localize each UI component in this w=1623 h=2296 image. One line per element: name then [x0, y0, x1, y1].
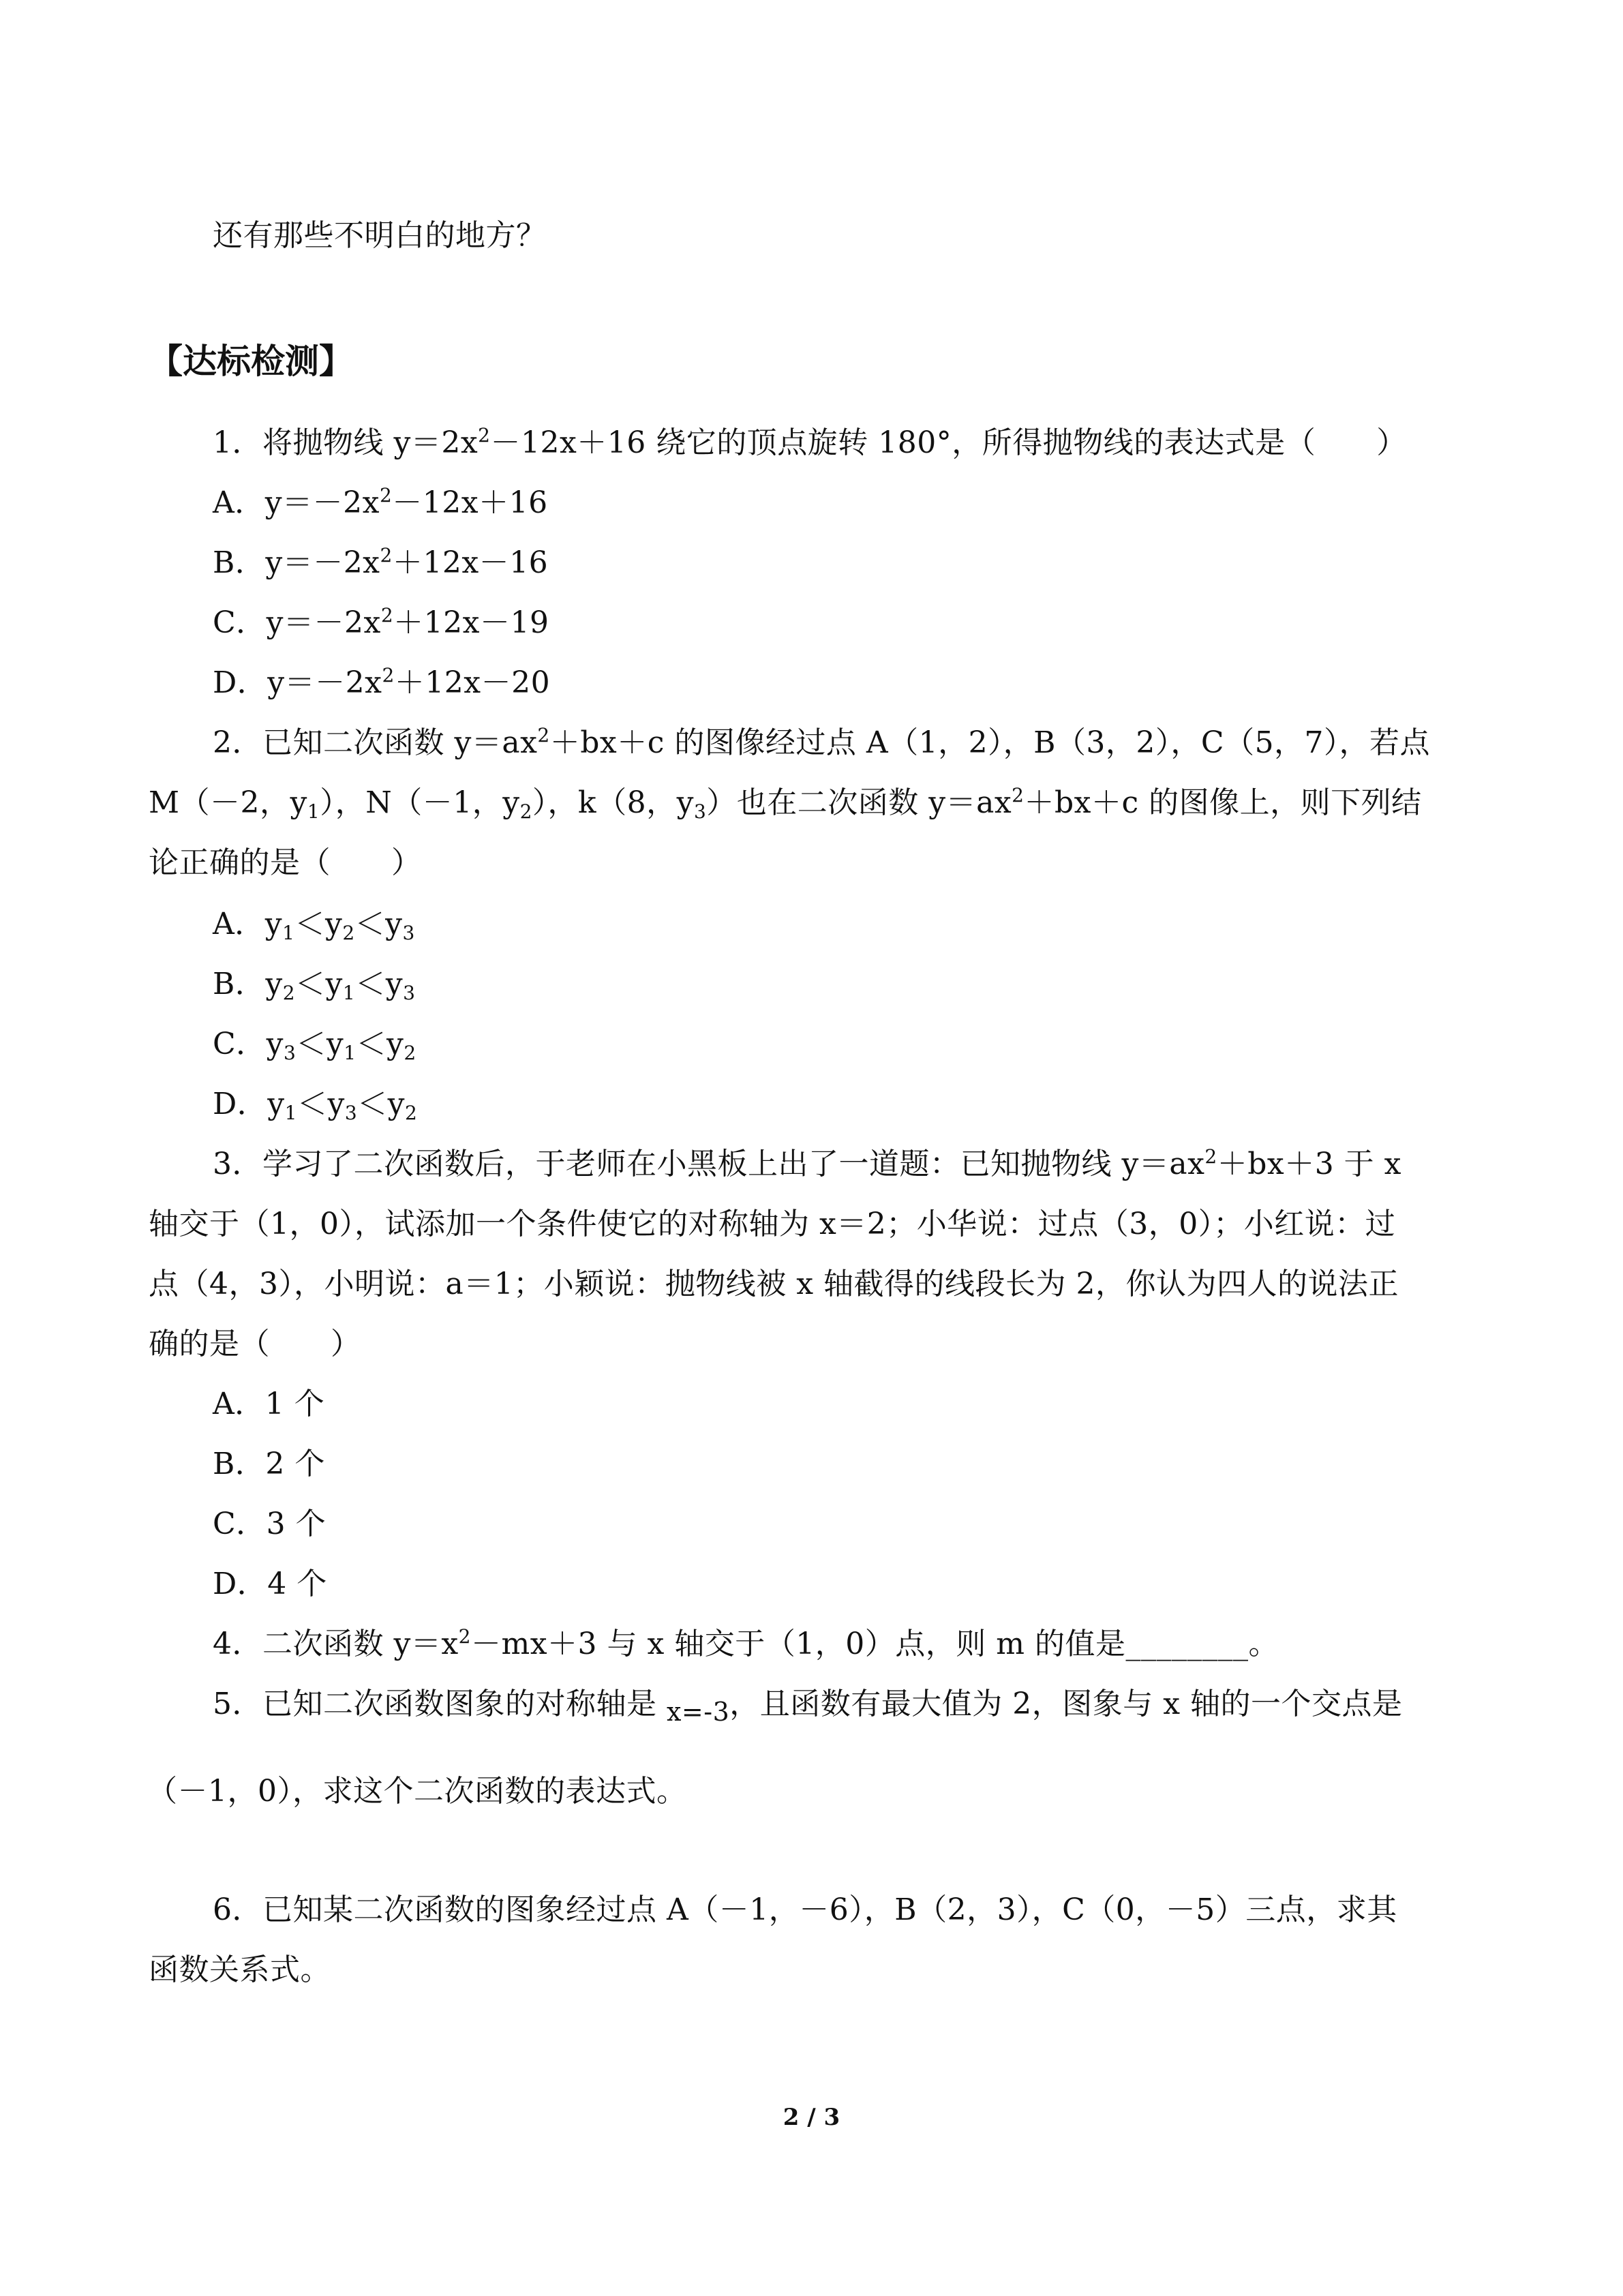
question-3-option-a: A．1 个 [213, 1387, 325, 1421]
question-1-option-d: D．$y=-2x^2+12x-20$ [213, 664, 551, 700]
question-3-option-b: B．2 个 [213, 1447, 325, 1481]
question-5-line-1: 5．已知二次函数图象的对称轴是 x=-3，且函数有最大值为 2，图象与 x 轴的一个交点是 [213, 1687, 1403, 1727]
question-2-option-a: A．$y_1<y_2<y_3$ [213, 907, 415, 944]
question-3-option-d: D．4 个 [213, 1567, 327, 1601]
question-2-line-1: 2．已知二次函数 $y=ax^2+bx+c$ 的图像经过点 A（1，2），B（3，2），C（5，7），若点 [213, 724, 1431, 760]
question-2-option-b: B．$y_2<y_1<y_3$ [213, 967, 416, 1004]
question-5-line-2: （－1，0），求这个二次函数的表达式。 [147, 1774, 687, 1809]
question-1-option-c: C．$y=-2x^2+12x-19$ [213, 604, 549, 640]
question-3-line-3: 点（4，3），小明说：a＝1；小颖说：抛物线被 x 轴截得的线段长为 2，你认为四人的说法正 [149, 1267, 1399, 1301]
question-3-option-c: C．3 个 [213, 1507, 327, 1541]
question-2-option-d: D．$y_1<y_3<y_2$ [213, 1087, 418, 1124]
question-1-option-a: A．$y=-2x^2-12x+16$ [213, 484, 548, 520]
question-2-line-3: 论正确的是（ ） [149, 845, 422, 880]
question-3-line-2: 轴交于（1，0），试添加一个条件使它的对称轴为 x＝2；小华说：过点（3，0）；小红说：过 [149, 1207, 1396, 1241]
page-number: 2 / 3 [783, 2104, 840, 2131]
question-6-line-2: 函数关系式。 [149, 1952, 331, 1987]
question-2-option-c: C．$y_3<y_1<y_2$ [213, 1027, 416, 1064]
section-heading: 【达标检测】 [149, 342, 353, 381]
question-6-line-1: 6．已知某二次函数的图象经过点 A（－1，－6），B（2，3），C（0，－5）三点，求其 [213, 1892, 1397, 1927]
question-3-line-1: 3．学习了二次函数后，于老师在小黑板上出了一道题：已知抛物线 $y=ax^2+bx+3$ 于 x [213, 1145, 1401, 1181]
question-1-stem: 1．将抛物线 $y=2x^2-12x+16$ 绕它的顶点旋转 180°，所得抛物线的表达式是（ ） [213, 424, 1407, 460]
question-3-line-4: 确的是（ ） [149, 1327, 361, 1361]
question-1-option-b: B．$y=-2x^2+12x-16$ [213, 544, 549, 580]
intro-text: 还有那些不明白的地方？ [213, 218, 547, 253]
question-2-line-2: M（－2，$y_1$），N（－1，$y_2$），k（8，$y_3$）也在二次函数 $y=ax^2+bx+c$ 的图像上，则下列结 [149, 784, 1422, 823]
question-4: 4．二次函数 $y=x^2-mx+3$ 与 x 轴交于（1，0）点，则 m 的值是________。 [213, 1625, 1279, 1661]
